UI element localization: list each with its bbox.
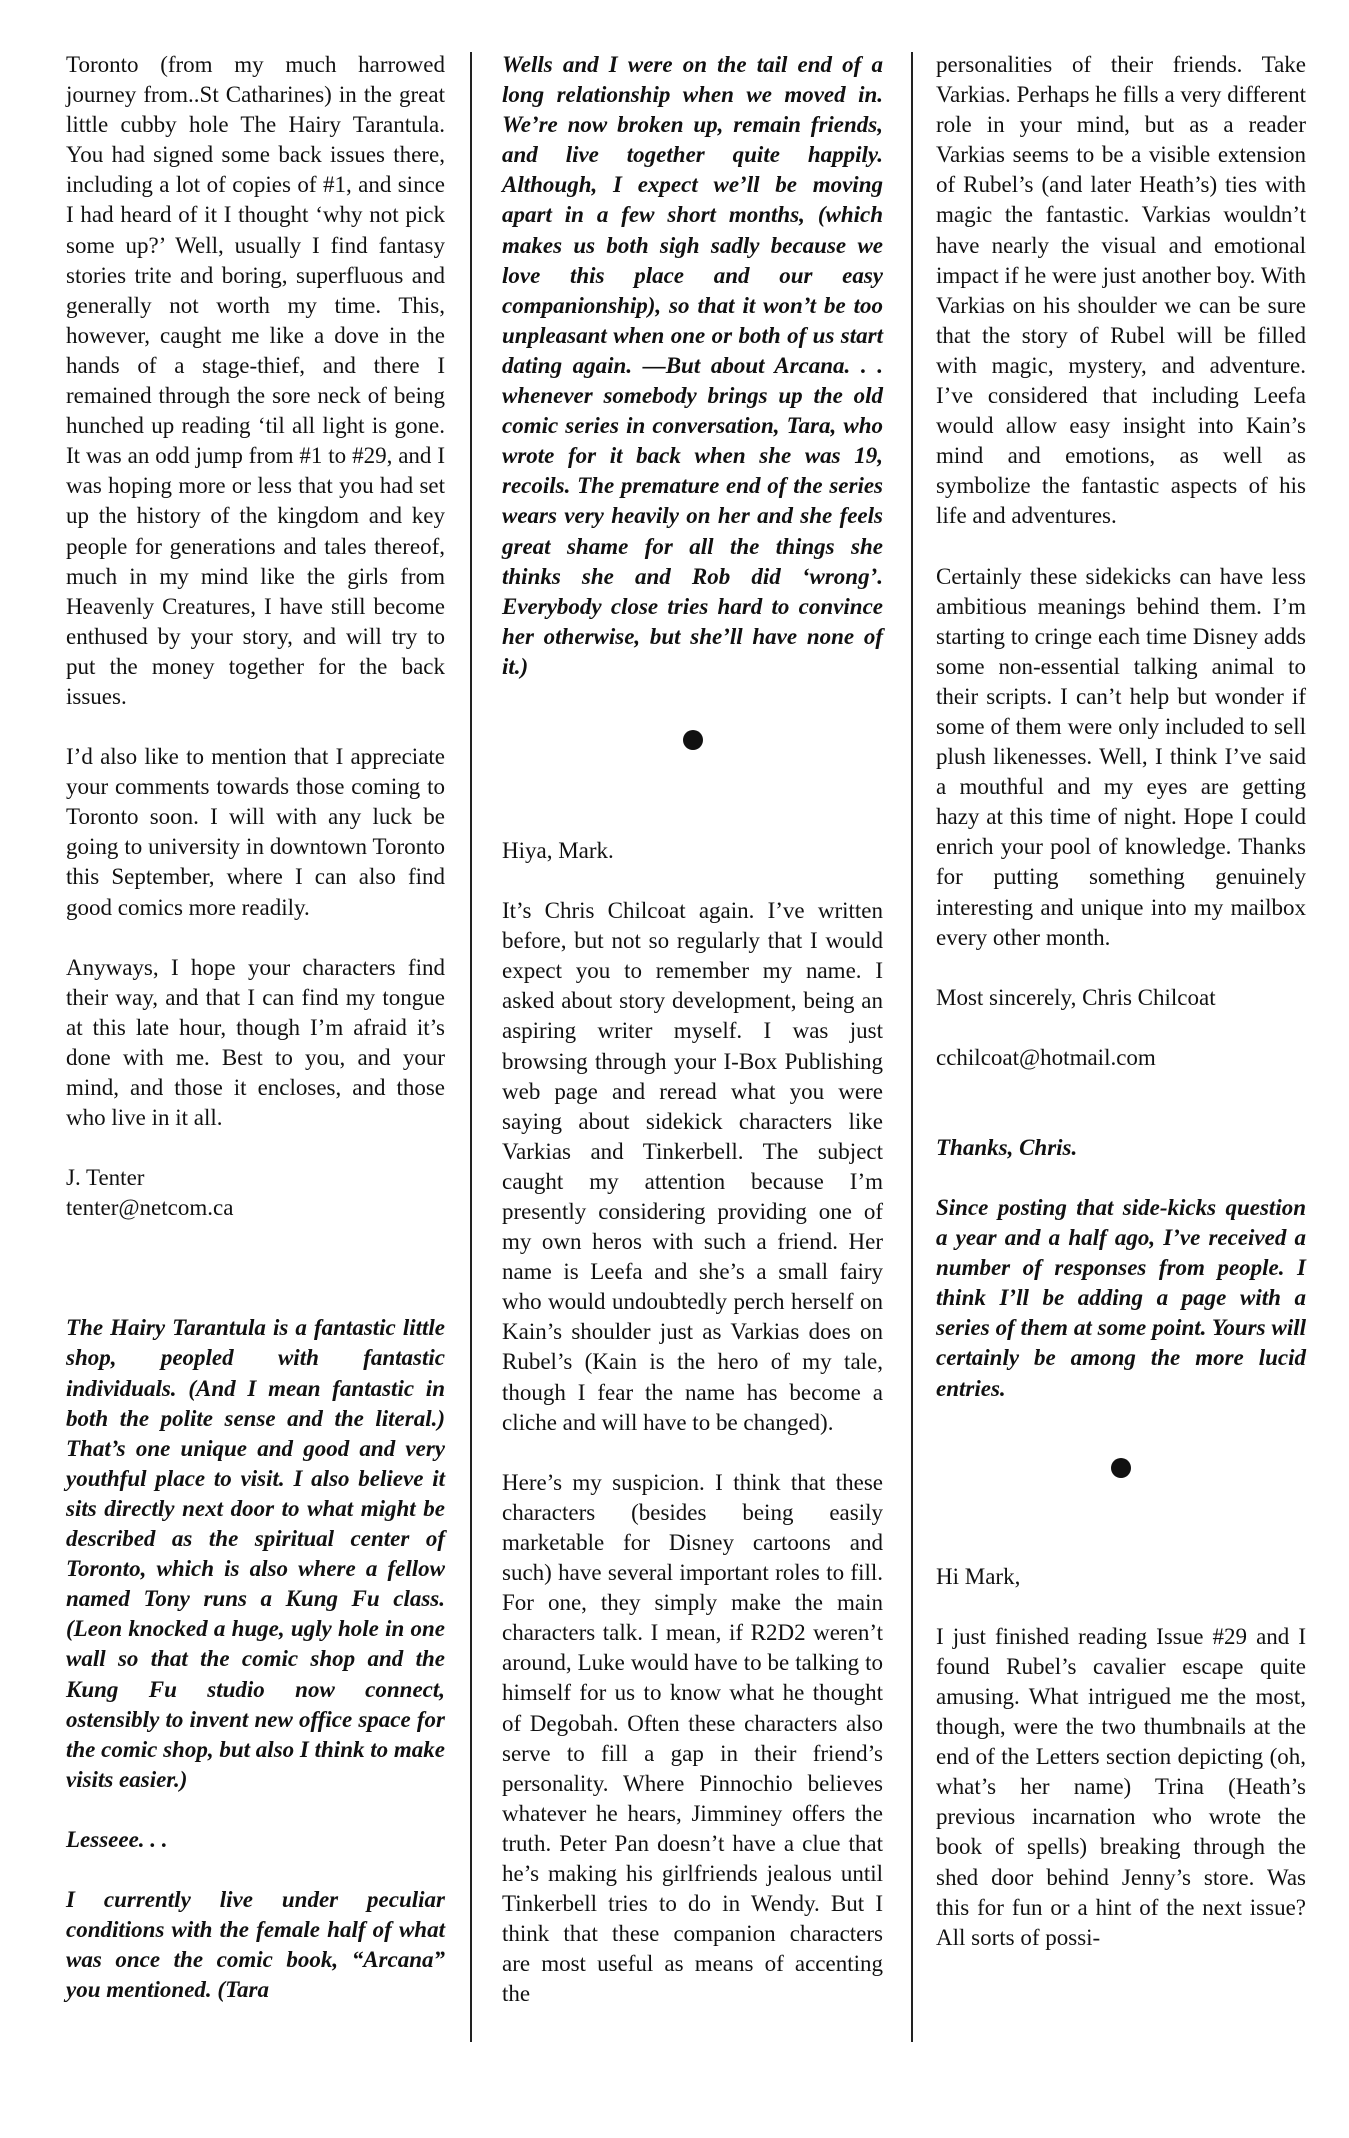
letter-chilcoat-paragraph-4: Certainly these sidekicks can have less ambitious meanings behind them. I’m starting to cringe each time Disney adds some non-essential talking animal to their scripts. I can’t help but wonder if some of them were only included to sell plush likenesses. Well, I think I’ve said a mouthful and my eyes are getting hazy at this time of night. Hope I could enrich your pool of knowledge. Thanks for putting something genuinely interesting and unique into my mailbox every other month. xyxy=(936,563,1306,950)
letter-tenter-paragraph-2: I’d also like to mention that I appreciate your comments towards those coming to Toronto soon. I will with any luck be going to university in downtown Toronto this September, where I can also find good comics more readily. xyxy=(66,744,445,920)
column-divider-right xyxy=(911,52,913,2042)
editor-reply-continued: Wells and I were on the tail end of a long relationship when we moved in. We’re now broken up, remain friends, and live together quite happily. Although, I expect we’ll be moving apart in a few short months, (which makes us both sigh sadly because we love this place and our easy companionship), so that it won’t be too unpleasant when one or both of us start dating again. —But about Arcana. . . whenever somebody brings up the old comic series in conversation, Tara, who wrote for it back when she was 19, recoils. The premature end of the series wears very heavily on her and she feels great shame for all the things she thinks she and Rob did ‘wrong’. Everybody close tries hard to convince her otherwise, but she’ll have none of it.) xyxy=(502,52,883,679)
editor-reply-paragraph-3: I currently live under peculiar conditions with the female half of what was once the comic book, “Arcana” you mentioned. (Tara xyxy=(66,1886,445,2003)
column-divider-left xyxy=(470,52,472,2042)
letter-tenter-paragraph-1: Toronto (from my much harrowed journey from..St Catharines) in the great little cubby hole The Hairy Tarantula. You had signed some back issues there, including a lot of copies of #1, and since I had heard of it I thought ‘why not pick some up?’ Well, usually I find fantasy stories trite and boring, superfluous and generally not worth my time. This, however, caught me like a dove in the hands of a stage-thief, and there I remained through the sore neck of being hunched up reading ‘til all light is gone. It was an odd jump from #1 to #29, and I was hoping more or less that you had set up the history of the kingdom and key people for generations and tales thereof, much in my mind like the girls from Heavenly Creatures, I have still become enthused by your story, and will try to put the money together for the back issues. xyxy=(66,52,445,709)
column-middle xyxy=(502,50,883,2039)
letter-chilcoat-greeting: Hiya, Mark. xyxy=(502,837,614,863)
letter-tenter-paragraph-3: Anyways, I hope your characters find their way, and that I can find my tongue at this late hour, though I’m afraid it’s done with me. Best to you, and your mind, and those it encloses, and those who live in it all. xyxy=(66,954,445,1131)
letter-third-greeting: Hi Mark, xyxy=(936,1563,1021,1589)
signature-name: J. Tenter xyxy=(66,1165,145,1191)
section-separator-dot-2 xyxy=(1111,1458,1131,1478)
letter-chilcoat-email: cchilcoat@hotmail.com xyxy=(936,1044,1156,1070)
column-left xyxy=(66,50,445,2035)
letter-chilcoat-paragraph-2: Here’s my suspicion. I think that these characters (besides being easily marketable for Disney cartoons and such) have several important roles to fill. For one, they simply make the main characters talk. I mean, if R2D2 weren’t around, Luke would have to be talking to himself for us to know what he thought of Degobah. Often these characters also serve to fill a gap in their friend’s personality. Where Pinnochio believes whatever he hears, Jimminey offers the truth. Peter Pan doesn’t have a clue that he’s making his girlfriends jealous until Tinkerbell tries to do in Wendy. But I think that these companion characters are most useful as means of accenting the xyxy=(502,1469,883,2007)
editor-reply-thanks: Thanks, Chris. xyxy=(936,1134,1078,1160)
letter-chilcoat-paragraph-1: It’s Chris Chilcoat again. I’ve written before, but not so regularly that I would expect you to remember my name. I asked about story development, being an aspiring writer myself. I was just browsing through your I-Box Publishing web page and reread what you were saying about sidekick characters like Varkias and Tinkerbell. The subject caught my attention because I’m presently considering providing one of my own heros with such a friend. Her name is Leefa and she’s a small fairy who would undoubtedly perch herself on Kain’s shoulder just as Varkias does on Rubel’s (Kain is the hero of my tale, though I fear the name has become a cliche and will have to be changed). xyxy=(502,898,883,1435)
letter-third-paragraph-1: I just finished reading Issue #29 and I found Rubel’s cavalier escape quite amusing. What intrigued me the most, though, were the two thumbnails at the end of the Letters section depicting (oh, what’s her name) Trina (Heath’s previous incarnation who wrote the book of spells) breaking through the shed door behind Jenny’s store. Was this for fun or a hint of the next issue? All sorts of possi- xyxy=(936,1623,1306,1950)
letter-chilcoat-closing: Most sincerely, Chris Chilcoat xyxy=(936,984,1216,1010)
editor-reply-paragraph-2: Lesseee. . . xyxy=(66,1826,168,1852)
column-right xyxy=(936,50,1306,1983)
letter-chilcoat-paragraph-3: personalities of their friends. Take Varkias. Perhaps he fills a very different role in your mind, but as a reader Varkias seems to be a visible extension of Rubel’s (and later Heath’s) ties with magic the fantastic. Varkias wouldn’t have nearly the visual and emotional impact if he were just another boy. With Varkias on his shoulder we can be sure that the story of Rubel will be filled with magic, mystery, and adventure. I’ve considered that including Leefa would allow easy insight into Kain’s mind and emotions, as well as symbolize the fantastic aspects of his life and adventures. xyxy=(936,52,1306,529)
section-separator-dot xyxy=(683,730,703,750)
editor-reply-sidekicks: Since posting that side-kicks question a year and a half ago, I’ve received a number of responses from people. I think I’ll be adding a page with a series of them at some point. Yours will certainly be among the more lucid entries. xyxy=(936,1195,1306,1401)
editor-reply-paragraph-1: The Hairy Tarantula is a fantastic little shop, peopled with fantastic individuals. (And I mean fantastic in both the polite sense and the literal.) That’s one unique and good and very youthful place to visit. I also believe it sits directly next door to what might be described as the spiritual center of Toronto, which is also where a fellow named Tony runs a Kung Fu class. (Leon knocked a huge, ugly hole in one wall so that the comic shop and the Kung Fu studio now connect, ostensibly to invent new office space for the comic shop, but also I think to make visits easier.) xyxy=(66,1315,445,1792)
signature-email: tenter@netcom.ca xyxy=(66,1195,234,1221)
